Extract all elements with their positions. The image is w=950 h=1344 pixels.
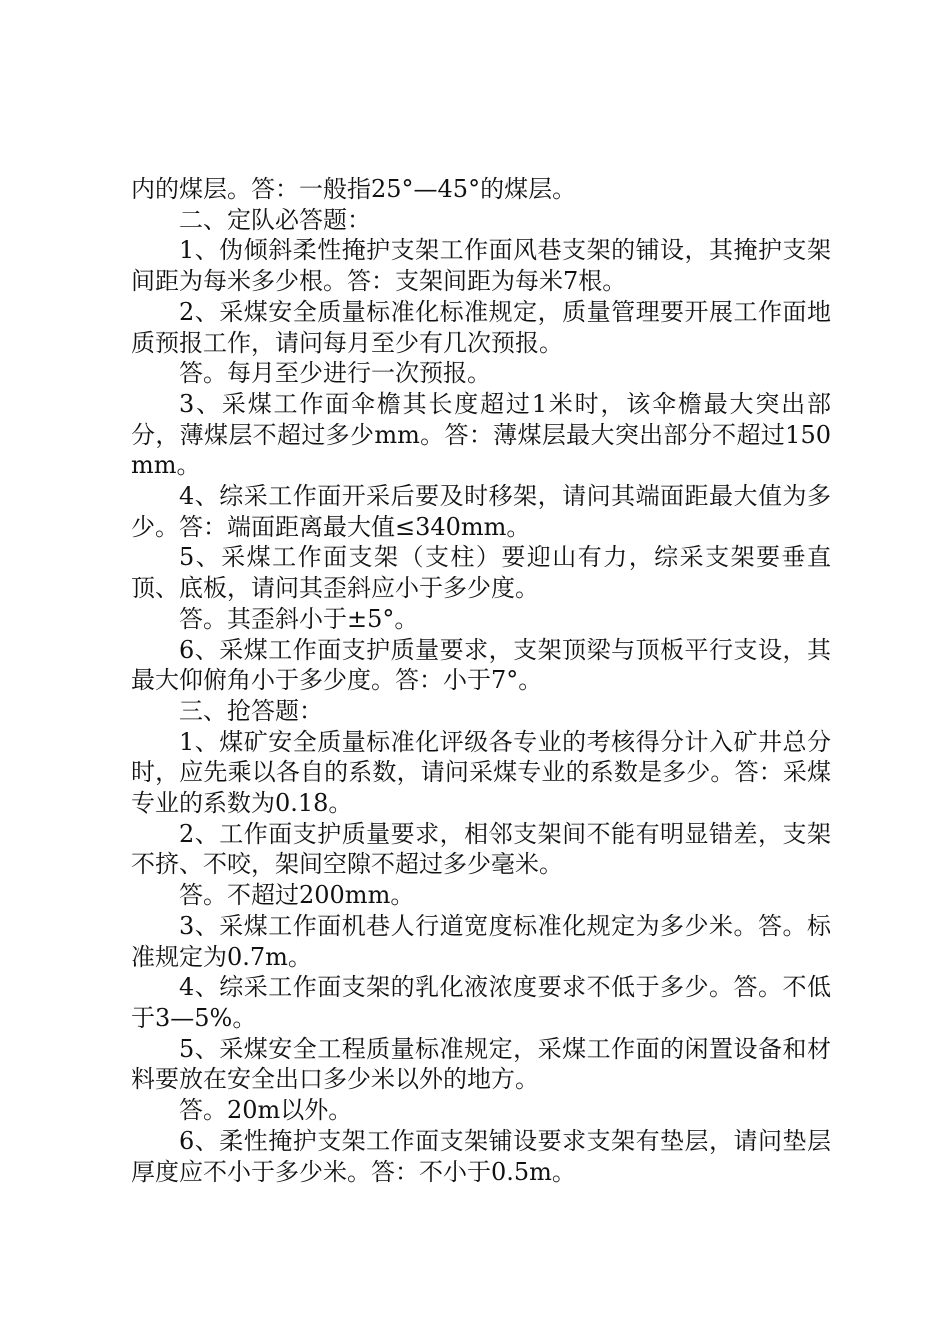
question-paragraph: 1、伪倾斜柔性掩护支架工作面风巷支架的铺设，其掩护支架间距为每米多少根。答：支架间距为每米7根。 (131, 236, 831, 296)
question-paragraph: 5、采煤工作面支架（支柱）要迎山有力，综采支架要垂直顶、底板，请问其歪斜应小于多少度。 (131, 543, 831, 603)
question-paragraph: 4、综采工作面开采后要及时移架，请问其端面距最大值为多少。答：端面距离最大值≤340mm。 (131, 482, 831, 541)
section-heading-team-required: 二、定队必答题： (179, 205, 371, 234)
answer-paragraph: 答。其歪斜小于±5°。 (179, 604, 419, 633)
question-paragraph: 2、采煤安全质量标准化标准规定，质量管理要开展工作面地质预报工作，请问每月至少有几次预报。 (131, 297, 831, 357)
document-page (131, 174, 831, 1187)
section-heading-quick-answer: 三、抢答题： (179, 696, 323, 725)
question-paragraph: 6、柔性掩护支架工作面支架铺设要求支架有垫层，请问垫层厚度应不小于多少米。答：不小于0.5m。 (131, 1126, 831, 1186)
answer-paragraph: 答。不超过200mm。 (179, 881, 415, 910)
question-paragraph: 1、煤矿安全质量标准化评级各专业的考核得分计入矿井总分时，应先乘以各自的系数，请问采煤专业的系数是多少。答：采煤专业的系数为0.18。 (131, 727, 831, 818)
question-paragraph: 3、采煤工作面机巷人行道宽度标准化规定为多少米。答。标准规定为0.7m。 (131, 911, 831, 971)
answer-paragraph: 答。20m以外。 (179, 1096, 353, 1125)
paragraph-continuation: 内的煤层。答：一般指25°—45°的煤层。 (131, 175, 577, 203)
question-paragraph: 3、采煤工作面伞檐其长度超过1米时，该伞檐最大突出部分，薄煤层不超过多少mm。答：薄煤层最大突出部分不超过150mm。 (131, 389, 831, 480)
answer-paragraph: 答。每月至少进行一次预报。 (179, 359, 491, 388)
question-paragraph: 4、综采工作面支架的乳化液浓度要求不低于多少。答。不低于3—5%。 (131, 973, 831, 1032)
question-paragraph: 2、工作面支护质量要求，相邻支架间不能有明显错差，支架不挤、不咬，架间空隙不超过多少毫米。 (131, 819, 831, 879)
question-paragraph: 6、采煤工作面支护质量要求，支架顶梁与顶板平行支设，其最大仰俯角小于多少度。答：小于7°。 (131, 635, 831, 695)
question-paragraph: 5、采煤安全工程质量标准规定，采煤工作面的闲置设备和材料要放在安全出口多少米以外的地方。 (131, 1034, 831, 1094)
